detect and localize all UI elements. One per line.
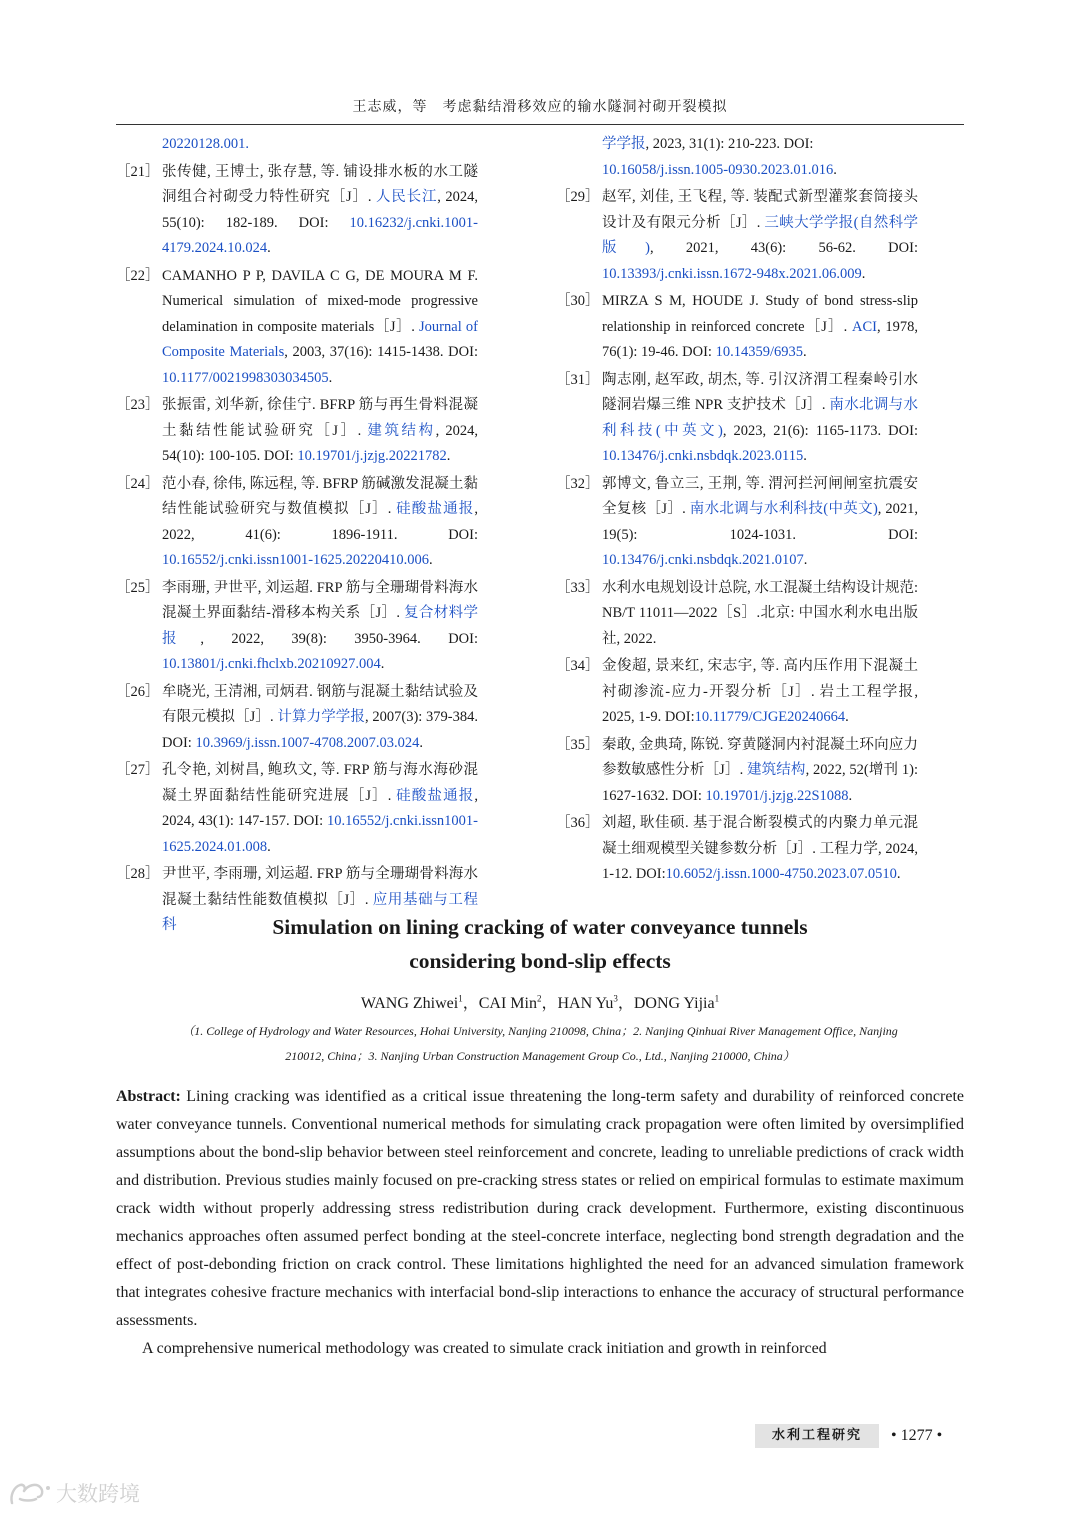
reference-item	[116, 576, 478, 678]
reference-text: 刘超, 耿佳硕. 基于混合断裂模式的内聚力单元混凝土细观模型关键参数分析［J］. 工程力学, 2024, 1-12. DOI:	[602, 815, 918, 882]
author-separator: ，	[617, 995, 634, 1012]
affiliation-line1: （1. College of Hydrology and Water Resources, Hohai University, Nanjing 210098, China；2. Nanjing Qinhuai River Management Office, Nanjing	[182, 1024, 898, 1038]
reference-text: , 2024, 55(10): 182-189. DOI:	[162, 189, 478, 231]
reference-number: ［36］	[556, 815, 600, 831]
reference-text: , 2023, 21(6): 1165-1173. DOI:	[722, 422, 918, 439]
reference-doi-link[interactable]: 10.13393/j.cnki.issn.1672-948x.2021.06.009	[602, 265, 862, 282]
affiliation-line2: 210012, China；3. Nanjing Urban Construction Management Group Co., Ltd., Nanjing 210000, China）	[285, 1049, 795, 1063]
reference-number: ［30］	[556, 293, 600, 309]
reference-journal-link[interactable]: 人民长江	[375, 189, 438, 205]
reference-text: .	[429, 552, 433, 568]
author-separator: ，	[541, 995, 558, 1012]
english-authors	[0, 990, 1080, 1013]
reference-doi-link[interactable]: 10.13476/j.cnki.nsbdqk.2021.0107	[602, 552, 804, 568]
journal-badge: 水利工程研究	[755, 1424, 879, 1448]
reference-item	[556, 733, 918, 810]
author-affiliation-mark: 3	[613, 993, 618, 1004]
reference-number: ［27］	[116, 762, 160, 778]
reference-text: .	[803, 552, 808, 568]
reference-text: .	[833, 161, 837, 178]
reference-text: , 2024, 43(1): 147-157. DOI:	[162, 787, 478, 829]
reference-text: 陶志刚, 赵军政, 胡杰, 等. 引汉济渭工程秦岭引水隧洞岩爆三维 NPR 支护技术［J］.	[602, 371, 918, 413]
reference-text: , 2021, 19(5): 1024-1031. DOI:	[602, 501, 918, 543]
reference-doi-link[interactable]: 10.19701/j.jzjg.20221782	[297, 448, 447, 464]
reference-text: 尹世平, 李雨珊, 刘运超. FRP 筋与全珊瑚骨料海水混凝土黏结性能数值模拟［J］.	[162, 866, 478, 908]
reference-doi-link[interactable]: 10.16058/j.issn.1005-0930.2023.01.016	[602, 161, 834, 178]
reference-text: , 2023, 31(1): 210-223. DOI:	[645, 136, 814, 152]
reference-doi-link[interactable]: 10.14359/6935	[715, 344, 803, 360]
abstract-paragraph-2: A comprehensive numerical methodology was created to simulate crack initiation and growth in reinforced	[142, 1340, 827, 1357]
english-title-line1: Simulation on lining cracking of water conveyance tunnels	[272, 915, 808, 939]
reference-text: 水利水电规划设计总院, 水工混凝土结构设计规范: NB/T 11011—2022［S］.北京: 中国水利水电出版社, 2022.	[602, 579, 918, 647]
reference-number: ［22］	[116, 267, 160, 284]
reference-text: .	[845, 709, 849, 725]
reference-doi-link[interactable]: 10.16552/j.cnki.issn1001-1625.2024.01.008	[162, 813, 478, 855]
reference-item	[556, 654, 918, 731]
reference-item	[556, 472, 918, 574]
watermark-logo-icon	[8, 1479, 52, 1507]
reference-journal-link[interactable]: 三峡大学学报(自然科学版)	[602, 214, 918, 256]
reference-text: 孔令艳, 刘树昌, 鲍玖文, 等. FRP 筋与海水海砂混凝土界面黏结性能研究进展［J］.	[162, 762, 478, 804]
reference-text: .	[267, 838, 271, 855]
author-name: WANG Zhiwei	[360, 995, 459, 1012]
reference-journal-link[interactable]: 计算力学学报	[277, 709, 366, 725]
reference-text: 张传健, 王博士, 张存慧, 等. 铺设排水板的水工隧洞组合衬砌受力特性研究［J］.	[162, 163, 478, 205]
reference-text: .	[802, 344, 807, 360]
reference-number: ［29］	[556, 189, 600, 205]
references-right-column	[556, 132, 918, 890]
author-affiliation-mark: 1	[458, 993, 463, 1004]
reference-number: ［26］	[116, 683, 160, 700]
reference-text: .	[446, 448, 451, 464]
reference-continuation	[162, 132, 478, 158]
reference-item	[556, 811, 918, 888]
reference-doi-link[interactable]: 10.11779/CJGE20240664	[694, 709, 846, 725]
reference-journal-link[interactable]: 学学报	[602, 136, 646, 152]
reference-continuation	[602, 132, 918, 183]
author-affiliation-mark: 2	[536, 993, 542, 1004]
reference-text: .	[419, 734, 424, 751]
reference-journal-link[interactable]: 应用基础与工程科	[162, 891, 478, 933]
abstract-text-1: Lining cracking was identified as a critical issue threatening the long-term safety and durability of reinforced concrete water conveyance tunnels. Conventional numerical methods for simulating crack propagation were often limited by oversimplified assumptions about the bond-slip behavior between steel reinforcement and concrete, leading to unreliable predictions of crack width and distribution. Previous studies mainly focused on pre-cracking stress states or relied on empirical formulas to estimate maximum crack width without properly addressing stress redistribution during crack development. Furthermore, existing discontinuous mechanics approaches often assumed perfect bonding at the steel-concrete interface, neglecting bond strength degradation and the effect of post-debonding friction on crack control. These limitations highlighted the need for an advanced simulation framework that integrates cohesive fracture mechanics with interfacial bond-slip interactions to enhance the accuracy of structural performance assessments.	[116, 1088, 965, 1329]
reference-text: .	[803, 448, 807, 464]
reference-text: , 2022, 41(6): 1896-1911. DOI:	[162, 501, 478, 543]
reference-text: , 2022, 39(8): 3950-3964. DOI:	[200, 630, 478, 647]
reference-item	[116, 680, 478, 757]
abstract-paragraph-1	[116, 1083, 964, 1335]
reference-item	[116, 472, 478, 574]
header-rule	[116, 124, 964, 125]
reference-journal-link[interactable]: 南水北调与水利科技(中英文)	[689, 501, 878, 517]
reference-item	[116, 264, 478, 392]
reference-item	[116, 758, 478, 860]
reference-number: ［32］	[556, 475, 600, 492]
reference-text: , 2007(3): 379-384. DOI:	[162, 709, 479, 751]
reference-number: ［35］	[556, 736, 600, 753]
reference-item	[556, 185, 918, 287]
reference-journal-link[interactable]: 复合材料学报	[162, 605, 478, 647]
reference-text: .	[380, 656, 385, 672]
reference-doi-link[interactable]: 10.6052/j.issn.1000-4750.2023.07.0510	[665, 866, 897, 882]
reference-number: ［31］	[556, 371, 600, 388]
reference-number: ［24］	[116, 475, 160, 492]
watermark-text: 大数跨境	[56, 1482, 140, 1506]
reference-journal-link[interactable]: Journal of Composite Materials	[162, 318, 478, 360]
reference-text: 赵军, 刘佳, 王飞程, 等. 装配式新型灌浆套筒接头设计及有限元分析［J］.	[602, 189, 918, 231]
reference-text: .	[848, 787, 853, 804]
reference-text: 张振雷, 刘华新, 徐佳宁. BFRP 筋与再生骨料混凝土黏结性能试验研究［J］.	[162, 397, 478, 439]
running-header: 王志威，等 考虑黏结滑移效应的输水隧洞衬砌开裂模拟	[352, 99, 728, 115]
reference-journal-link[interactable]: ACI	[852, 318, 878, 335]
reference-doi-link[interactable]: 10.16232/j.cnki.1001-4179.2024.10.024	[162, 214, 478, 256]
reference-journal-link[interactable]: 硅酸盐通报	[396, 787, 475, 804]
reference-text: , 2003, 37(16): 1415-1438. DOI:	[284, 344, 478, 360]
reference-item	[556, 289, 918, 366]
reference-item	[556, 368, 918, 470]
reference-item	[556, 576, 918, 653]
reference-text: 牟晓光, 王清湘, 司炳君. 钢筋与混凝土黏结试验及有限元模拟［J］.	[162, 683, 478, 725]
reference-item	[116, 393, 478, 470]
reference-text: .	[328, 369, 333, 386]
english-title	[0, 910, 1080, 978]
page-number: • 1277 •	[891, 1427, 943, 1444]
author-name: HAN Yu	[557, 995, 614, 1012]
reference-number: ［23］	[116, 397, 160, 413]
reference-number: ［33］	[556, 579, 600, 596]
reference-doi-link[interactable]: 10.13801/j.cnki.fhclxb.20210927.004	[162, 656, 381, 672]
reference-doi-link[interactable]: 10.19701/j.jzjg.22S1088	[705, 787, 849, 804]
reference-doi-link[interactable]: 10.13476/j.cnki.nsbdqk.2023.0115	[602, 448, 804, 464]
reference-number: ［25］	[116, 579, 160, 596]
references-left-column	[116, 132, 478, 941]
reference-text: , 1978, 76(1): 19-46. DOI:	[602, 318, 918, 360]
reference-text: 范小春, 徐伟, 陈远程, 等. BFRP 筋碱激发混凝土黏结性能试验研究与数值模拟［J］.	[162, 475, 478, 517]
reference-number: ［34］	[556, 658, 600, 674]
reference-number: ［21］	[116, 163, 160, 180]
reference-text: 金俊超, 景来红, 宋志宇, 等. 高内压作用下混凝土衬砌渗流-应力-开裂分析［J］. 岩土工程学报, 2025, 1-9. DOI:	[602, 658, 918, 725]
reference-number: ［28］	[116, 866, 160, 882]
reference-text: .	[861, 265, 866, 282]
author-name: CAI Min	[478, 995, 537, 1012]
reference-doi-link[interactable]: 10.1177/0021998303034505	[162, 369, 329, 386]
abstract-label: Abstract:	[116, 1088, 181, 1105]
watermark	[8, 1478, 140, 1508]
reference-text: .	[267, 240, 271, 256]
reference-text: .	[896, 866, 901, 882]
reference-journal-link[interactable]: 南水北调与水利科技(中英文)	[602, 397, 919, 439]
reference-doi-link[interactable]: 20220128.001.	[162, 136, 249, 152]
english-abstract	[116, 1083, 964, 1363]
reference-journal-link[interactable]: 建筑结构	[367, 422, 436, 439]
author-separator: ，	[462, 995, 479, 1012]
reference-text: 李雨珊, 尹世平, 刘运超. FRP 筋与全珊瑚骨料海水混凝土界面黏结-滑移本构关系［J］.	[162, 579, 478, 621]
reference-text: MIRZA S M, HOUDE J. Study of bond stress-slip relationship in reinforced concrete［J］.	[602, 293, 918, 335]
author-name: DONG Yijia	[633, 995, 715, 1012]
reference-item	[116, 160, 478, 262]
reference-text: , 2022, 52(增刊 1): 1627-1632. DOI:	[602, 762, 918, 804]
reference-text: 郭博文, 鲁立三, 王荆, 等. 渭河拦河闸闸室抗震安全复核［J］.	[602, 475, 918, 517]
page-footer	[755, 1424, 942, 1448]
english-title-line2: considering bond-slip effects	[409, 949, 671, 973]
english-affiliations	[116, 1019, 964, 1069]
reference-text: 秦敢, 金典琦, 陈锐. 穿黄隧洞内衬混凝土环向应力参数敏感性分析［J］.	[602, 736, 918, 778]
reference-text: CAMANHO P P, DAVILA C G, DE MOURA M F. Numerical simulation of mixed-mode progressive delamination in composite materials［J］.	[162, 267, 478, 335]
reference-text: , 2024, 54(10): 100-105. DOI:	[162, 422, 479, 464]
reference-journal-link[interactable]: 建筑结构	[746, 762, 806, 778]
reference-doi-link[interactable]: 10.3969/j.issn.1007-4708.2007.03.024	[195, 734, 420, 751]
reference-text: , 2021, 43(6): 56-62. DOI:	[649, 240, 918, 256]
reference-journal-link[interactable]: 硅酸盐通报	[396, 501, 475, 517]
reference-doi-link[interactable]: 10.16552/j.cnki.issn1001-1625.20220410.006	[162, 552, 430, 568]
author-affiliation-mark: 1	[714, 993, 720, 1004]
